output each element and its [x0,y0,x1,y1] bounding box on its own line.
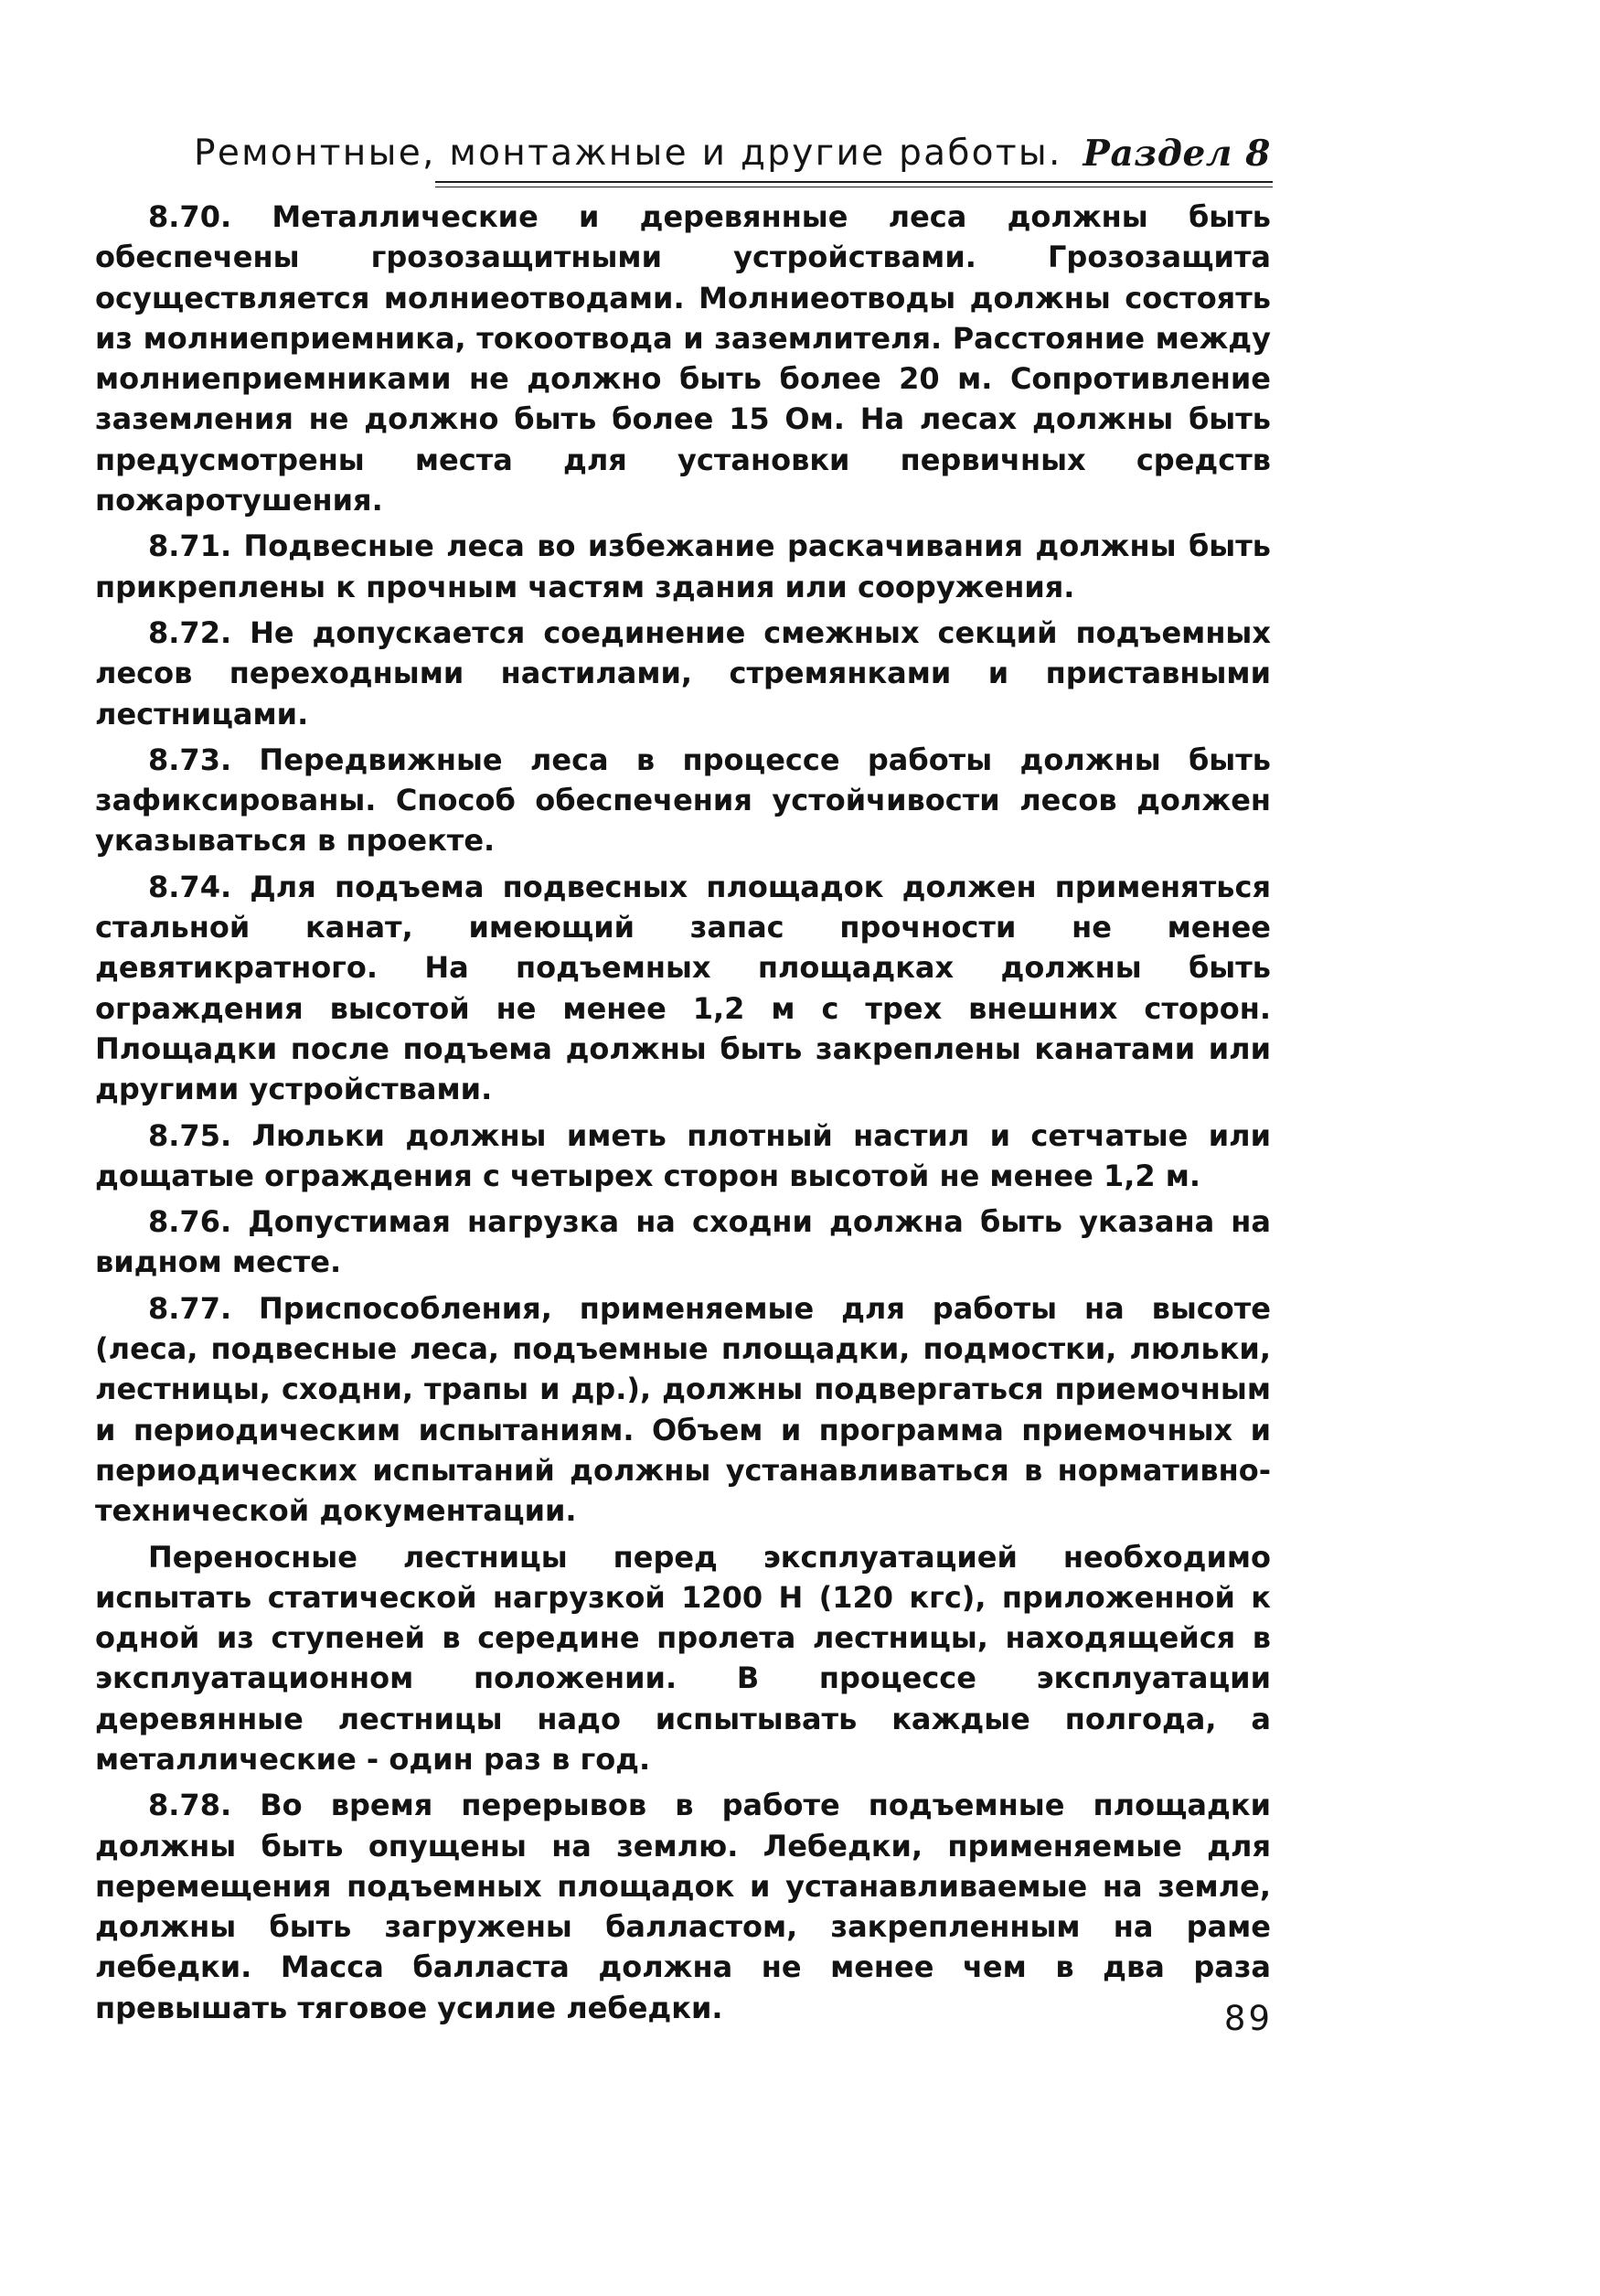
paragraph-8-71: 8.71. Подвесные леса во избежание раскачивания должны быть прикреплены к прочным частям здания или сооружения. [95,529,1271,604]
running-title: Ремонтные, монтажные и другие работы. [194,133,1062,174]
running-head [194,126,1271,187]
paragraph-8-76: 8.76. Допустимая нагрузка на сходни должна быть указана на видном месте. [95,1204,1271,1280]
paragraph-8-77: 8.77. Приспособления, применяемые для работы на высоте (леса, подвесные леса, подъемные площадки, подмостки, люльки, лестницы, сходни, трапы и др.), должны подвергаться приемочным и периодическим испытаниям. Объем и программа приемочных и периодических испытаний должны устанавливаться в нормативно-технической документации. [95,1290,1271,1529]
paragraph-8-75: 8.75. Люльки должны иметь плотный настил и сетчатые или дощатые ограждения с четырех сторон высотой не менее 1,2 м. [95,1117,1271,1193]
paragraph-8-70: 8.70. Металлические и деревянные леса должны быть обеспечены грозозащитными устройствами. Грозозащита осуществляется молниеотводами. Молниеотводы должны состоять из молниеприемника, токоотвода и заземлителя. Расстояние между молниеприемниками не должно быть более 20 м. Сопротивление заземления не должно быть более 15 Ом. На лесах должны быть предусмотрены места для установки первичных средств пожаротушения. [95,199,1271,518]
paragraph-8-73: 8.73. Передвижные леса в процессе работы должны быть зафиксированы. Способ обеспечения устойчивости лесов должен указываться в проекте. [95,742,1271,859]
body-text [95,197,1271,2028]
page-number: 89 [1223,1999,1273,2038]
header-rule [435,181,1273,183]
paragraph-8-74: 8.74. Для подъема подвесных площадок должен применяться стальной канат, имеющий запас прочности не менее девятикратного. На подъемных площадках должны быть ограждения высотой не менее 1,2 м с трех внешних сторон. Площадки после подъема должны быть закреплены канатами или другими устройствами. [95,869,1271,1107]
paragraph-8-78: 8.78. Во время перерывов в работе подъемные площадки должны быть опущены на землю. Лебедки, применяемые для перемещения подъемных площадок и устанавливаемые на земле, должны быть загружены балластом, закрепленным на раме лебедки. Масса балласта должна не менее чем в два раза превышать тяговое усилие лебедки. [95,1788,1271,2025]
paragraph-ladders: Переносные лестницы перед эксплуатацией необходимо испытать статической нагрузкой 1200 Н (120 кгс), приложенной к одной из ступеней в середине пролета лестницы, находящейся в эксплуатационном положении. В процессе эксплуатации деревянные лестницы надо испытывать каждые полгода, а металлические - один раз в год. [95,1539,1271,1777]
paragraph-8-72: 8.72. Не допускается соединение смежных секций подъемных лесов переходными настилами, стремянками и приставными лестницами. [95,614,1271,732]
section-label: Раздел 8 [1083,133,1271,175]
